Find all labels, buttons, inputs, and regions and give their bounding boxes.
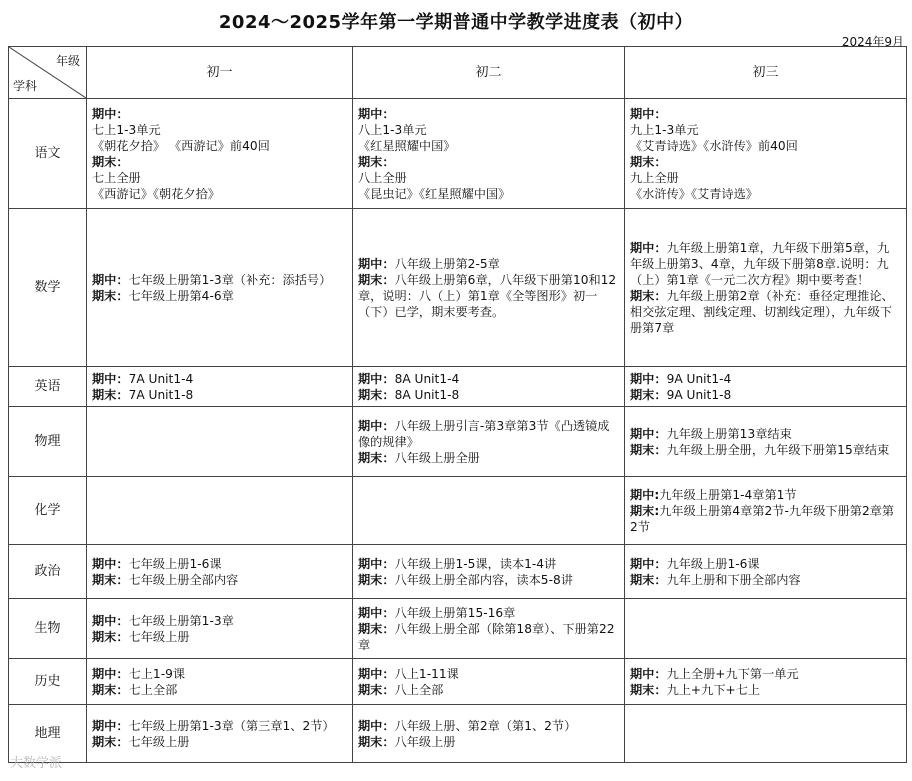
schedule-line: 期中：八年级上册第2-5章 xyxy=(358,256,500,271)
schedule-cell xyxy=(353,599,625,659)
subject-cell: 历史 xyxy=(9,659,87,705)
schedule-line: 期中：八年级上册1-5课，读本1-4讲 xyxy=(358,556,557,571)
grade-header-1: 初一 xyxy=(87,47,353,99)
schedule-line: 期中： xyxy=(92,106,129,121)
document-date: 2024年9月 xyxy=(841,35,904,49)
schedule-line: 期末：九年级上册全册，九年级下册第15章结束 xyxy=(630,442,890,457)
schedule-cell xyxy=(625,659,907,705)
schedule-line: 期中：七年级上册第1-3章 xyxy=(92,613,234,628)
subject-cell: 生物 xyxy=(9,599,87,659)
schedule-cell xyxy=(87,99,353,209)
table-row xyxy=(9,705,907,763)
subject-cell: 语文 xyxy=(9,99,87,209)
table-row xyxy=(9,209,907,367)
header-row xyxy=(9,47,907,99)
schedule-line: 期末：七年级上册 xyxy=(92,629,190,644)
schedule-line: 九上全册 xyxy=(630,170,679,185)
schedule-cell xyxy=(625,705,907,763)
schedule-line: 期中：八年级上册第15-16章 xyxy=(358,605,516,620)
schedule-cell xyxy=(87,367,353,407)
schedule-line: 《西游记》《朝花夕拾》 xyxy=(92,186,220,201)
schedule-line: 期中：7A Unit1-4 xyxy=(92,371,194,386)
schedule-cell xyxy=(353,209,625,367)
grade-header-3: 初三 xyxy=(625,47,907,99)
schedule-line: 期末： xyxy=(92,154,129,169)
schedule-line: 期中：八年级上册、第2章（第1、2节） xyxy=(358,718,577,733)
schedule-cell xyxy=(625,545,907,599)
schedule-line: 期中：九年级上册第1章，九年级下册第5章，九年级上册第3、4章，九年级下册第8章.说明：九（上）第1章《一元二次方程》期中要考查！ xyxy=(630,240,890,287)
page-title: 2024～2025学年第一学期普通中学教学进度表（初中） xyxy=(218,12,694,33)
schedule-line: 期末：七年级上册第4-6章 xyxy=(92,288,234,303)
schedule-line: 八上1-3单元 xyxy=(358,122,427,137)
schedule-cell xyxy=(87,659,353,705)
schedule-line: 期中：八年级上册引言-第3章第3节《凸透镜成像的规律》 xyxy=(358,418,610,449)
schedule-line: 期末： xyxy=(630,154,667,169)
grade-header-2: 初二 xyxy=(353,47,625,99)
table-row xyxy=(9,99,907,209)
schedule-line: 八上全册 xyxy=(358,170,407,185)
schedule-line: 《红星照耀中国》 xyxy=(358,138,456,153)
schedule-line: 《艾青诗选》《水浒传》前40回 xyxy=(630,138,798,153)
corner-grade-label: 年级 xyxy=(55,54,80,68)
schedule-line: 期中：8A Unit1-4 xyxy=(358,371,460,386)
subject-cell: 化学 xyxy=(9,477,87,545)
schedule-line: 《朝花夕拾》 《西游记》前40回 xyxy=(92,138,270,153)
schedule-cell xyxy=(625,367,907,407)
table-row xyxy=(9,599,907,659)
schedule-table xyxy=(8,46,907,763)
schedule-line: 期中：九上全册+九下第一单元 xyxy=(630,666,799,681)
schedule-line: 期中：9A Unit1-4 xyxy=(630,371,732,386)
schedule-cell xyxy=(625,599,907,659)
schedule-line: 期中：八上1-11课 xyxy=(358,666,459,681)
table-row xyxy=(9,659,907,705)
schedule-line: 期中：七上1-9课 xyxy=(92,666,186,681)
schedule-line: 《水浒传》《艾青诗选》 xyxy=(630,186,758,201)
schedule-cell xyxy=(625,407,907,477)
subject-cell: 地理 xyxy=(9,705,87,763)
subject-cell: 物理 xyxy=(9,407,87,477)
schedule-line: 期中：九年级上册1-6课 xyxy=(630,556,760,571)
corner-header-cell xyxy=(9,47,87,99)
schedule-line: 期末：七上全部 xyxy=(92,682,178,697)
schedule-line: 期中：九年级上册第13章结束 xyxy=(630,426,792,441)
schedule-line: 期末：九年级上册第2章（补充：垂径定理推论、相交弦定理、割线定理、切割线定理），九年级下册第7章 xyxy=(630,288,894,335)
schedule-cell xyxy=(87,209,353,367)
watermark: 大数学派 xyxy=(10,756,63,771)
schedule-line: 期中：七年级上册第1-3章（补充：添括号） xyxy=(92,272,332,287)
table-row xyxy=(9,407,907,477)
schedule-line: 七上1-3单元 xyxy=(92,122,161,137)
schedule-line: 期末：7A Unit1-8 xyxy=(92,387,194,402)
schedule-line: 期末：八年级上册 xyxy=(358,734,456,749)
schedule-line: 期中： xyxy=(358,106,395,121)
schedule-cell xyxy=(353,367,625,407)
subject-cell: 数学 xyxy=(9,209,87,367)
schedule-body xyxy=(9,99,907,763)
schedule-line: 期末：八年级上册全部（除第18章）、下册第22章 xyxy=(358,621,615,652)
schedule-line: 期末:九年级上册第4章第2节-九年级下册第2章第2节 xyxy=(630,503,895,534)
schedule-line: 期中： xyxy=(630,106,667,121)
schedule-cell xyxy=(87,599,353,659)
schedule-line: 期末：七年级上册 xyxy=(92,734,190,749)
schedule-cell xyxy=(87,407,353,477)
schedule-line: 期中:九年级上册第1-4章第1节 xyxy=(630,487,797,502)
schedule-cell xyxy=(87,545,353,599)
schedule-line: 期末：七年级上册全部内容 xyxy=(92,572,239,587)
schedule-line: 期末：九上+九下+七上 xyxy=(630,682,761,697)
schedule-cell xyxy=(625,477,907,545)
schedule-line: 期末：8A Unit1-8 xyxy=(358,387,460,402)
corner-subject-label: 学科 xyxy=(13,79,38,93)
schedule-line: 九上1-3单元 xyxy=(630,122,699,137)
schedule-cell xyxy=(87,705,353,763)
schedule-line: 期末： xyxy=(358,154,395,169)
schedule-line: 期末：9A Unit1-8 xyxy=(630,387,732,402)
schedule-cell xyxy=(353,407,625,477)
schedule-line: 期末：八上全部 xyxy=(358,682,444,697)
schedule-line: 《昆虫记》《红星照耀中国》 xyxy=(358,186,511,201)
schedule-cell xyxy=(353,545,625,599)
schedule-cell xyxy=(353,99,625,209)
table-row xyxy=(9,477,907,545)
schedule-cell xyxy=(625,209,907,367)
schedule-line: 期中：七年级上册1-6课 xyxy=(92,556,222,571)
schedule-cell xyxy=(353,705,625,763)
schedule-line: 期中：七年级上册第1-3章（第三章1、2节） xyxy=(92,718,335,733)
schedule-line: 期末：九年上册和下册全部内容 xyxy=(630,572,801,587)
schedule-line: 期末：八年级上册全部内容，读本5-8讲 xyxy=(358,572,573,587)
subject-cell: 政治 xyxy=(9,545,87,599)
schedule-line: 期末：八年级上册全册 xyxy=(358,450,480,465)
table-row xyxy=(9,545,907,599)
schedule-line: 期末：八年级上册第6章，八年级下册第10和12章，说明：八（上）第1章《全等图形》初一（下）已学，期末要考查。 xyxy=(358,272,617,319)
schedule-cell xyxy=(353,659,625,705)
subject-cell: 英语 xyxy=(9,367,87,407)
table-row xyxy=(9,367,907,407)
schedule-cell xyxy=(353,477,625,545)
schedule-line: 七上全册 xyxy=(92,170,141,185)
schedule-cell xyxy=(625,99,907,209)
schedule-cell xyxy=(87,477,353,545)
